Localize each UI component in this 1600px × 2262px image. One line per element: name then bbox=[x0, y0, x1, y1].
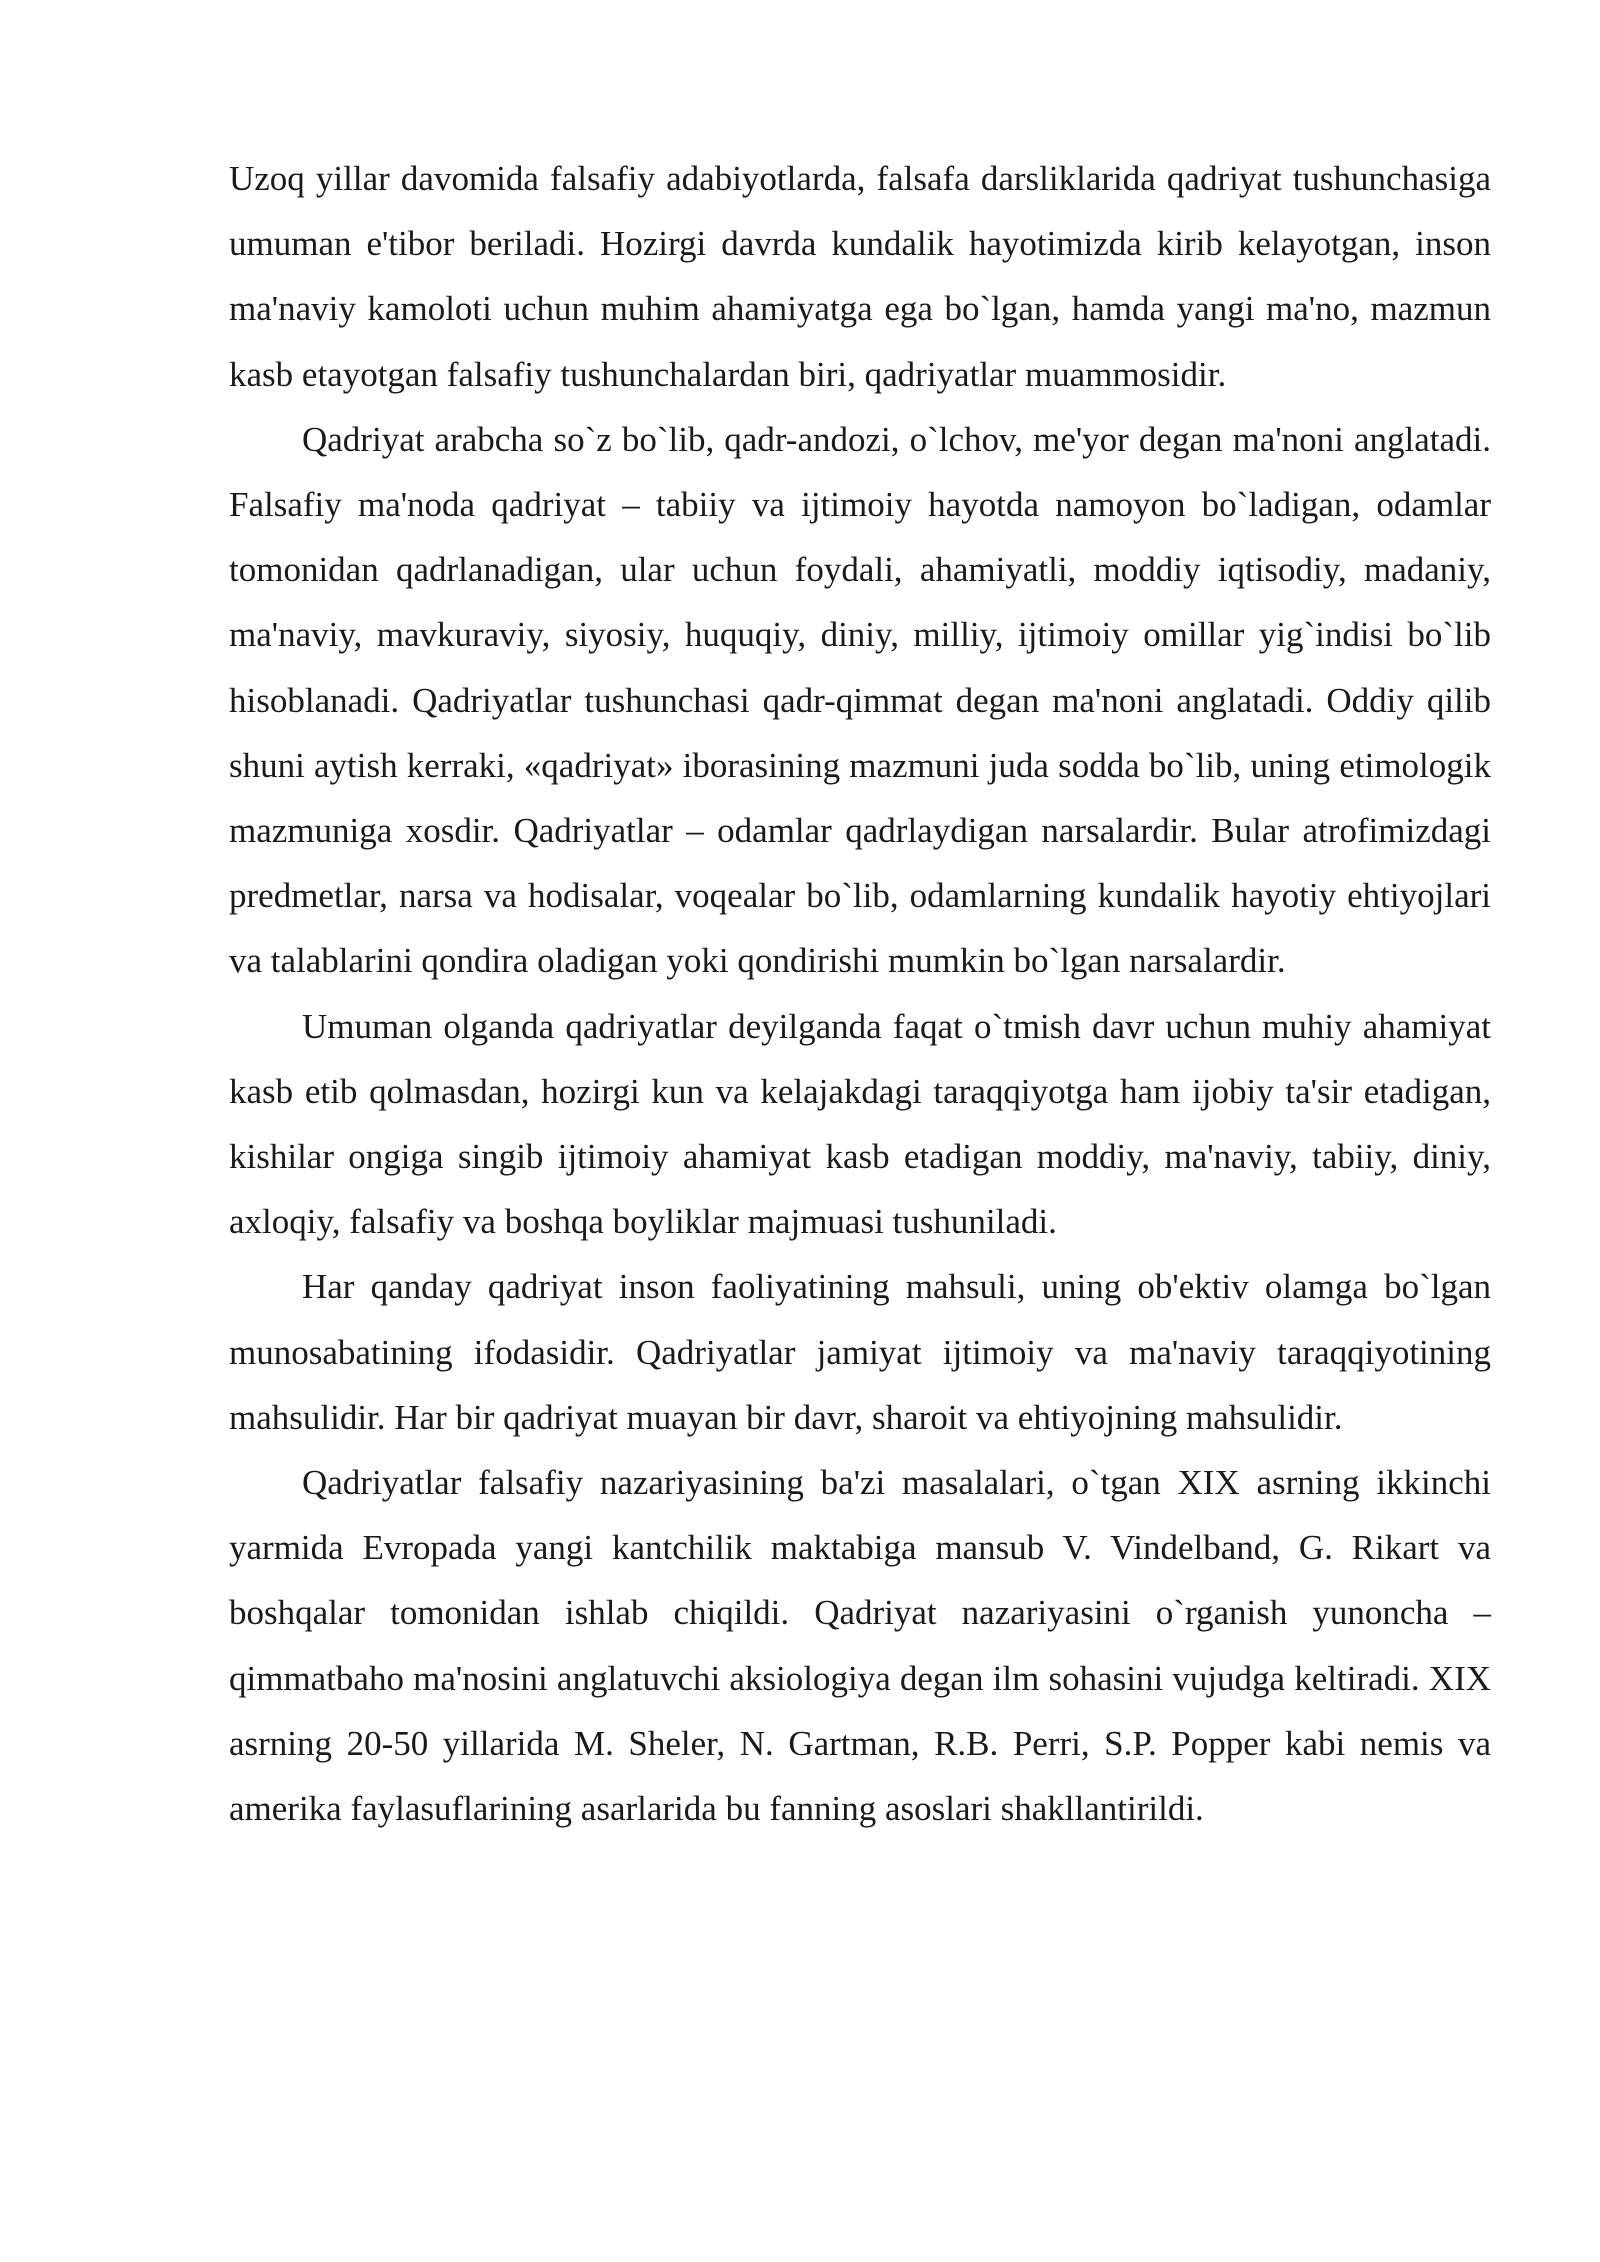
paragraph-4: Har qanday qadriyat inson faoliyatining mahsuli, uning ob'ektiv olamga bo`lgan munosabatining ifodasidir. Qadriyatlar jamiyat ijtimoiy va ma'naviy taraqqiyotining mahsulidir. Har bir qadriyat muayan bir davr, sharoit va ehtiyojning mahsulidir. bbox=[229, 1267, 1491, 1437]
paragraph-2: Qadriyat arabcha so`z bo`lib, qadr-andozi, o`lchov, me'yor degan ma'noni anglatadi. Falsafiy ma'noda qadriyat – tabiiy va ijtimoiy hayotda namoyon bo`ladigan, odamlar tomonidan qadrlanadigan, ular uchun foydali, ahamiyatli, moddiy iqtisodiy, madaniy, ma'naviy, mavkuraviy, siyosiy, huquqiy, diniy, milliy, ijtimoiy omillar yig`indisi bo`lib hisoblanadi. Qadriyatlar tushunchasi qadr-qimmat degan ma'noni anglatadi. Oddiy qilib shuni aytish kerraki, «qadriyat» iborasining mazmuni juda sodda bo`lib, uning etimologik mazmuniga xosdir. Qadriyatlar – odamlar qadrlaydigan narsalardir. Bular atrofimizdagi predmetlar, narsa va hodisalar, voqealar bo`lib, odamlarning kundalik hayotiy ehtiyojlari va talablarini qondira oladigan yoki qondirishi mumkin bo`lgan narsalardir. bbox=[229, 419, 1491, 981]
paragraph-3: Umuman olganda qadriyatlar deyilganda faqat o`tmish davr uchun muhiy ahamiyat kasb etib qolmasdan, hozirgi kun va kelajakdagi taraqqiyotga ham ijobiy ta'sir etadigan, kishilar ongiga singib ijtimoiy ahamiyat kasb etadigan moddiy, ma'naviy, tabiiy, diniy, axloqiy, falsafiy va boshqa boyliklar majmuasi tushuniladi. bbox=[229, 1006, 1491, 1242]
paragraph-1: Uzoq yillar davomida falsafiy adabiyotlarda, falsafa darsliklarida qadriyat tushunchasiga umuman e'tibor beriladi. Hozirgi davrda kundalik hayotimizda kirib kelayotgan, inson ma'naviy kamoloti uchun muhim ahamiyatga ega bo`lgan, hamda yangi ma'no, mazmun kasb etayotgan falsafiy tushunchalardan biri, qadriyatlar muammosidir. bbox=[229, 159, 1491, 394]
document-page bbox=[229, 146, 1491, 1841]
paragraph-5: Qadriyatlar falsafiy nazariyasining ba'zi masalalari, o`tgan XIX asrning ikkinchi yarmida Evropada yangi kantchilik maktabiga mansub V. Vindelband, G. Rikart va boshqalar tomonidan ishlab chiqildi. Qadriyat nazariyasini o`rganish yunoncha – qimmatbaho ma'nosini anglatuvchi aksiologiya degan ilm sohasini vujudga keltiradi. XIX asrning 20-50 yillarida M. Sheler, N. Gartman, R.B. Perri, S.P. Popper kabi nemis va amerika faylasuflarining asarlarida bu fanning asoslari shakllantirildi. bbox=[229, 1463, 1491, 1829]
